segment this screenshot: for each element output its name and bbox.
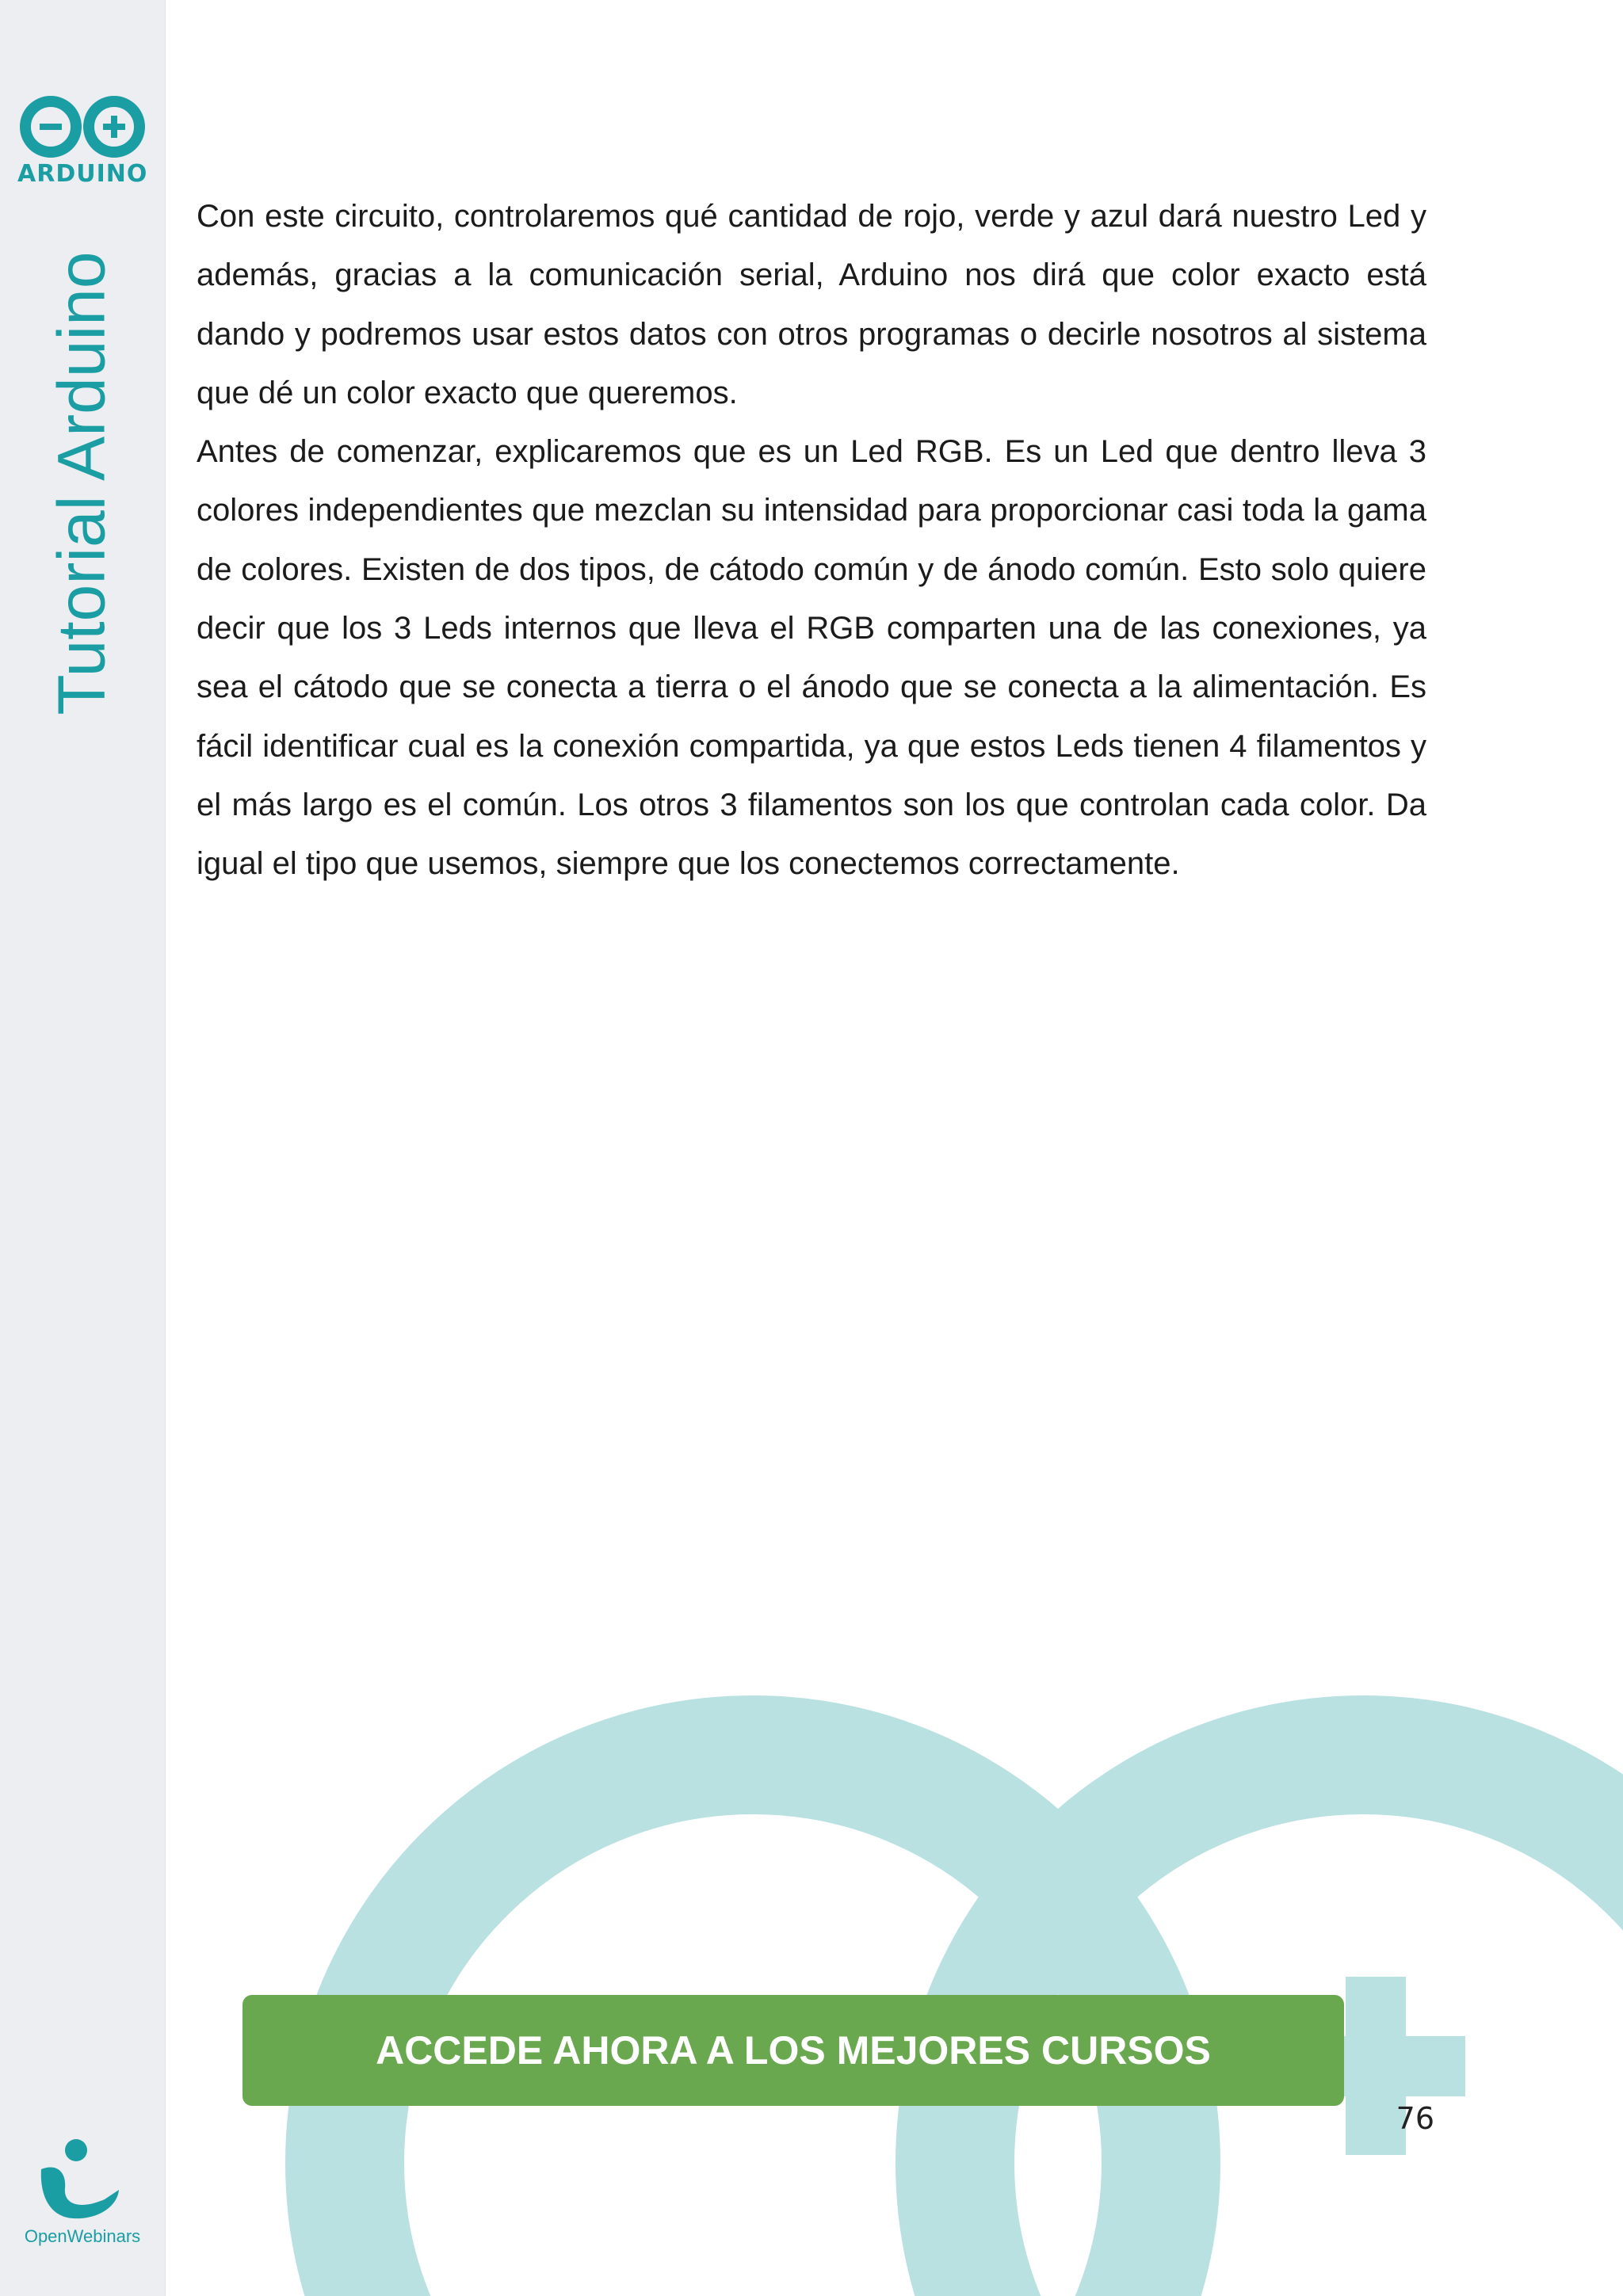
- arduino-logo-text: ARDUINO: [17, 160, 148, 188]
- sidebar-title: Tutorial Arduino: [44, 251, 119, 715]
- paragraph: Con este circuito, controlaremos qué cantidad de rojo, verde y azul dará nuestro Led y además, gracias a la comunicación serial, Arduino nos dirá que color exacto está dando y podremos usar estos datos con otros programas o decirle nosotros al sistema que dé un color exacto que queremos.: [197, 199, 1426, 410]
- page-number: 76: [1396, 2101, 1434, 2136]
- courses-cta-button[interactable]: ACCEDE AHORA A LOS MEJORES CURSOS: [242, 1995, 1344, 2106]
- arduino-infinity-icon: [17, 95, 147, 158]
- openwebinars-icon: [17, 2131, 147, 2222]
- sidebar: [0, 0, 166, 2296]
- arduino-logo: [17, 95, 147, 190]
- openwebinars-logo-text: OpenWebinars: [24, 2226, 141, 2246]
- body-text: [197, 187, 1426, 894]
- openwebinars-logo: [17, 2131, 147, 2250]
- paragraph: Antes de comenzar, explicaremos que es un Led RGB. Es un Led que dentro lleva 3 colores independientes que mezclan su intensidad para proporcionar casi toda la gama de colores. Existen de dos tipos, de cátodo común y de ánodo común. Esto solo quiere decir que los 3 Leds internos que lleva el RGB comparten una de las conexiones, ya sea el cátodo que se conecta a tierra o el ánodo que se conecta a la alimentación. Es fácil identificar cual es la conexión compartida, ya que estos Leds tienen 4 filamentos y el más largo es el común. Los otros 3 filamentos son los que controlan cada color. Da igual el tipo que usemos, siempre que los conectemos correctamente.: [197, 434, 1426, 882]
